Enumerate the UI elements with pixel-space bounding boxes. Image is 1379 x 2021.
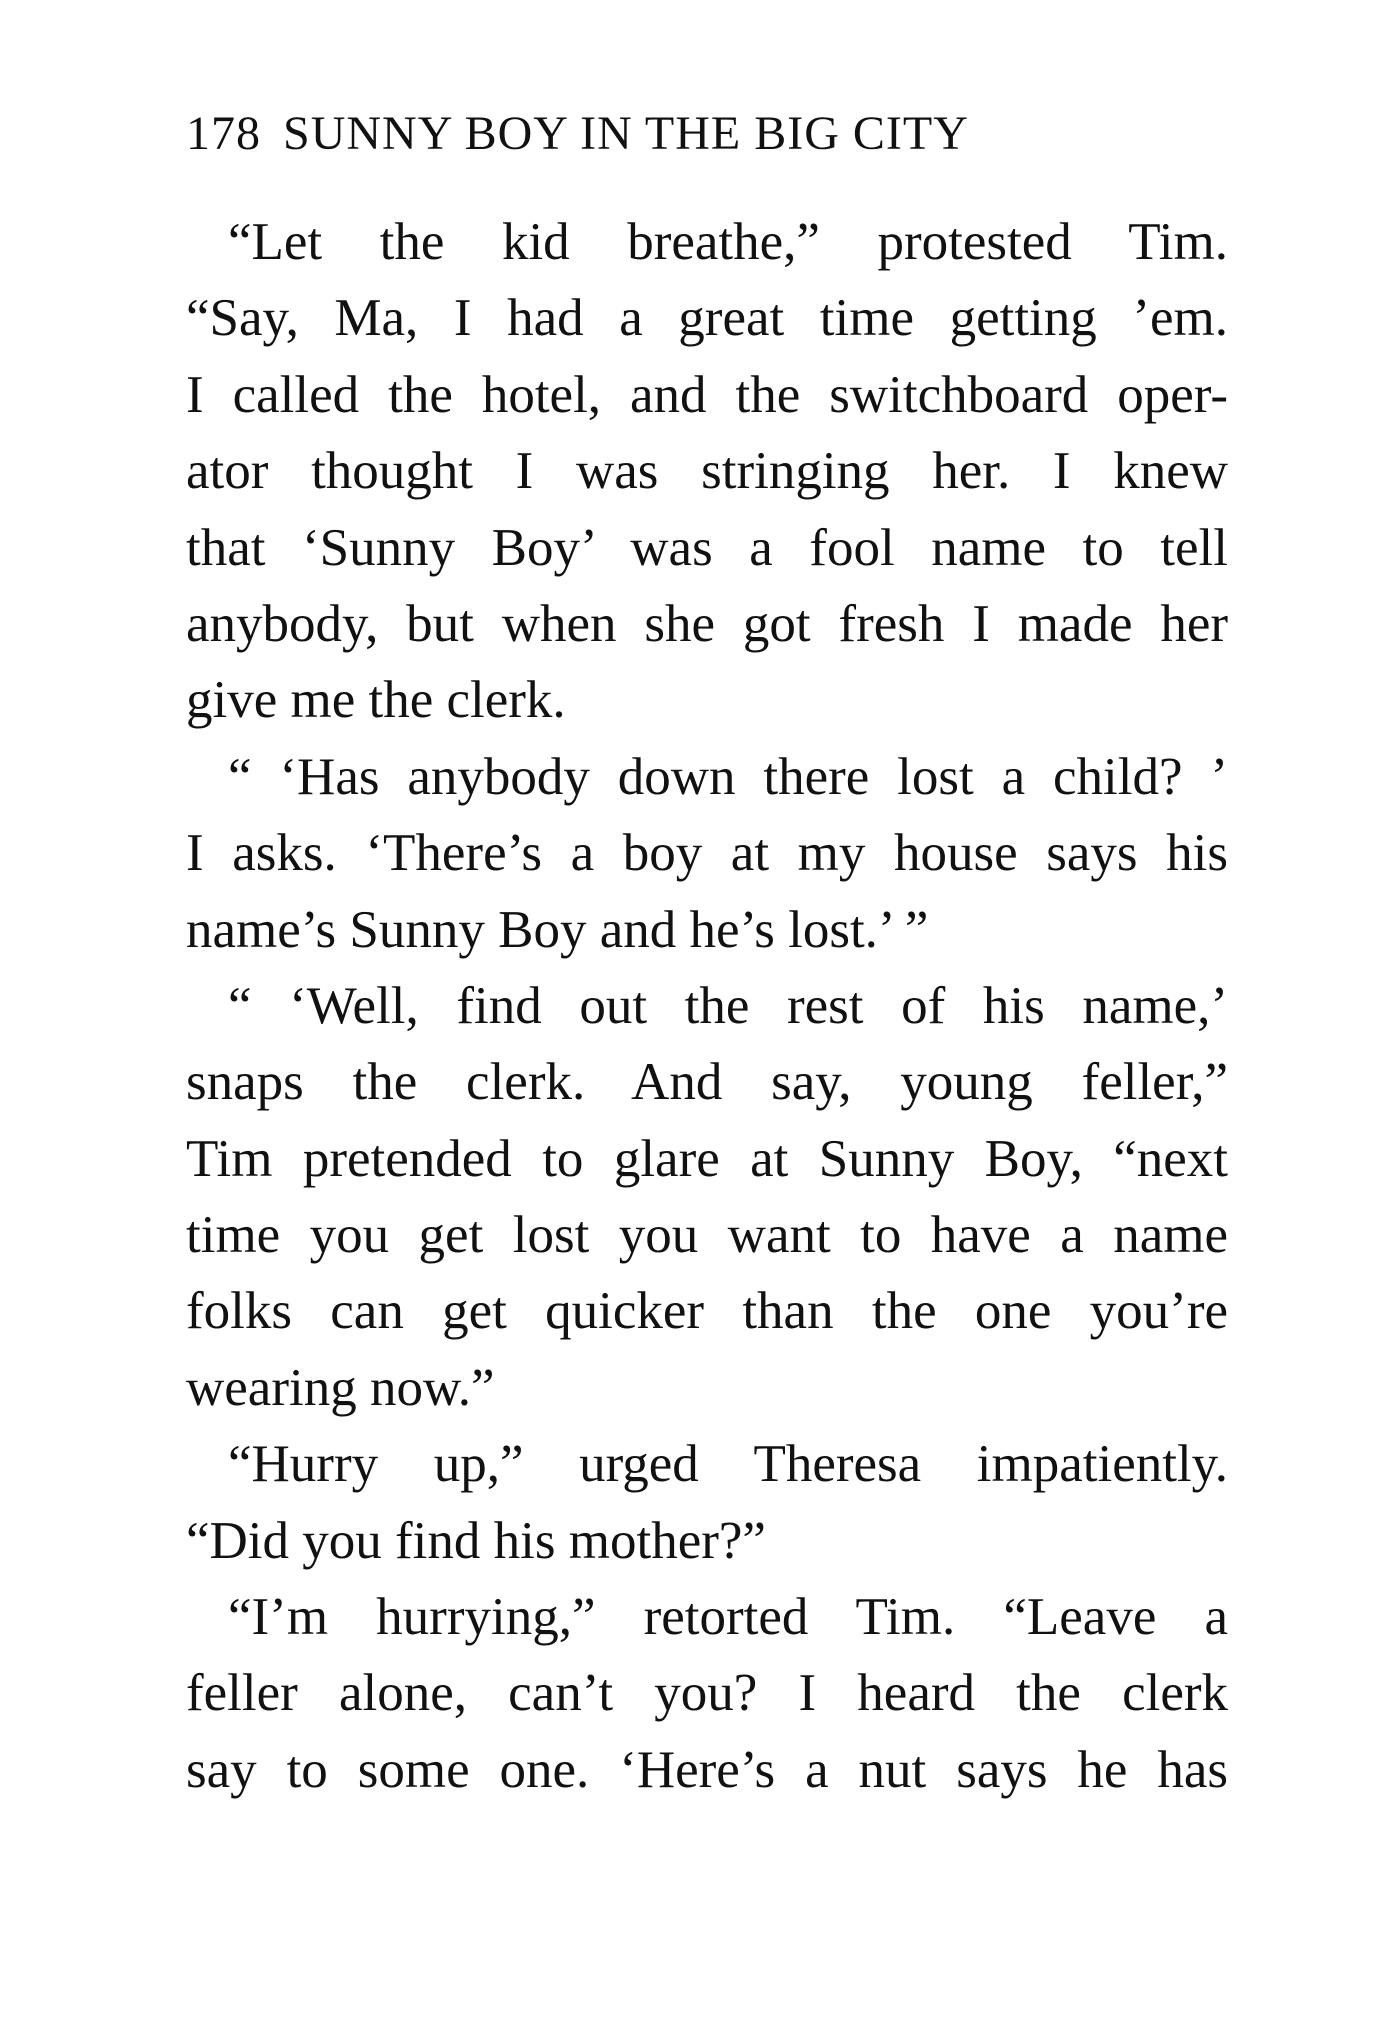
text-line: I asks. ‘There’s a boy at my house says his <box>186 824 1228 883</box>
text-line: time you get lost you want to have a name <box>186 1206 1228 1265</box>
text-line: “ ‘Well, find out the rest of his name,’ <box>228 976 1228 1035</box>
text-line: “Did you find his mother?” <box>186 1511 766 1570</box>
text-line: name’s Sunny Boy and he’s lost.’ ” <box>186 900 929 959</box>
text-line: that ‘Sunny Boy’ was a fool name to tell <box>186 518 1228 577</box>
text-line: “Hurry up,” urged Theresa impatiently. <box>228 1435 1228 1494</box>
running-head <box>186 104 1226 164</box>
text-line: I called the hotel, and the switchboard oper- <box>186 365 1228 424</box>
page-number: 178 <box>186 107 261 160</box>
text-line: folks can get quicker than the one you’re <box>186 1282 1228 1341</box>
text-line: “I’m hurrying,” retorted Tim. “Leave a <box>228 1588 1228 1647</box>
text-line: say to some one. ‘Here’s a nut says he has <box>186 1740 1228 1799</box>
text-line: “Say, Ma, I had a great time getting ’em. <box>186 289 1228 348</box>
text-line: give me the clerk. <box>186 671 566 730</box>
text-line: “Let the kid breathe,” protested Tim. <box>228 213 1228 271</box>
book-title: SUNNY BOY IN THE BIG CITY <box>283 107 969 160</box>
text-line: feller alone, can’t you? I heard the clerk <box>186 1664 1228 1723</box>
text-line: ator thought I was stringing her. I knew <box>186 442 1228 501</box>
text-line: wearing now.” <box>186 1358 495 1417</box>
text-line: Tim pretended to glare at Sunny Boy, “next <box>186 1129 1228 1188</box>
text-line: anybody, but when she got fresh I made her <box>186 594 1228 653</box>
text-line: snaps the clerk. And say, young feller,” <box>186 1053 1228 1112</box>
body-text <box>186 204 1228 1808</box>
text-line: “ ‘Has anybody down there lost a child? ’ <box>228 747 1228 806</box>
